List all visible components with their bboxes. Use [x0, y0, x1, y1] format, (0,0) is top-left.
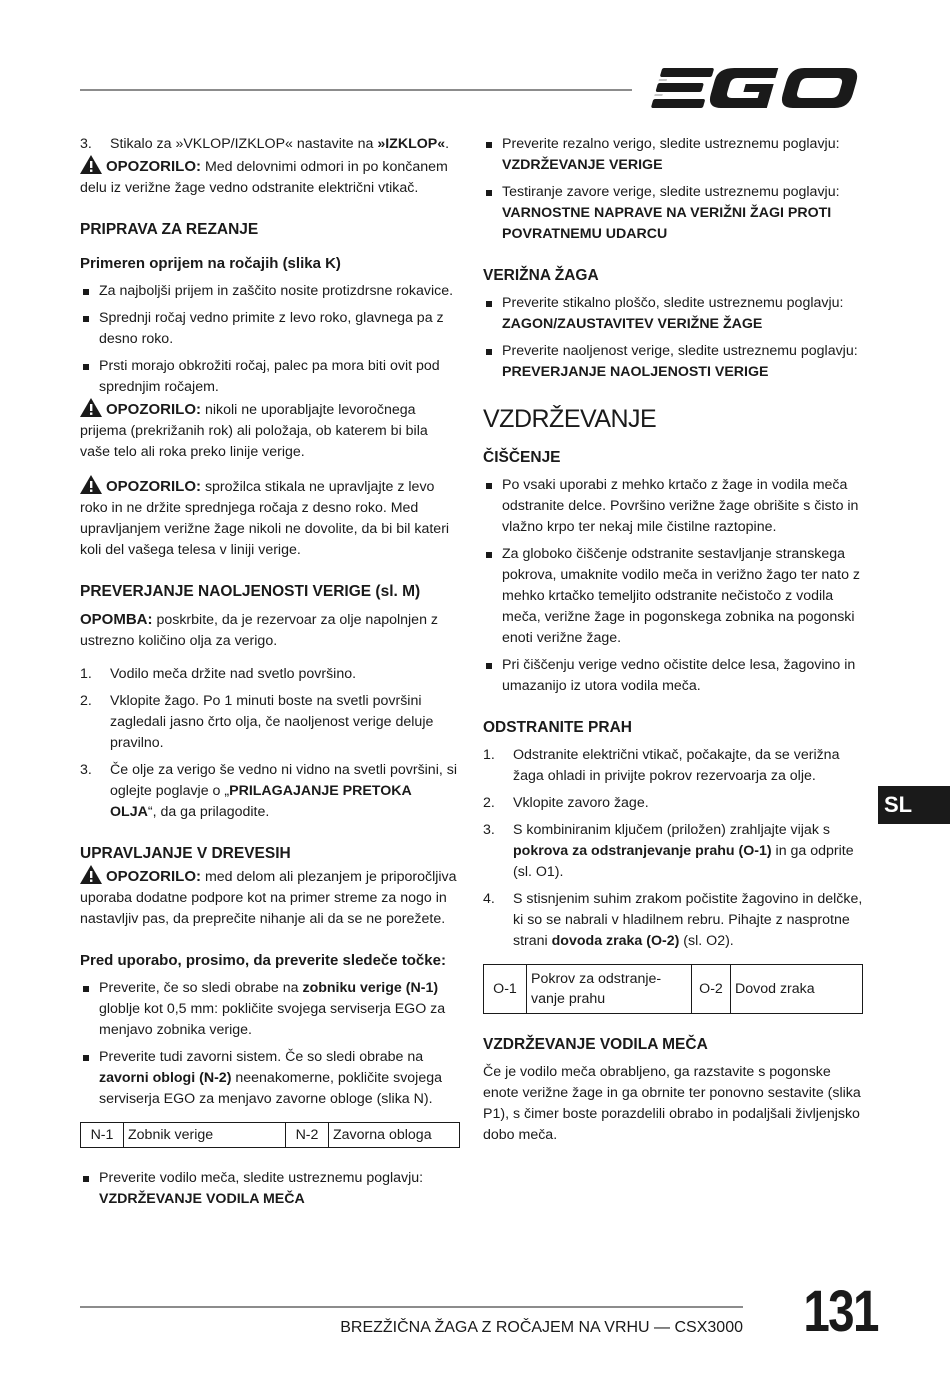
list-item: Preverite rezalno verigo, sledite ustreznemu poglavju: VZDRŽEVANJE VERIGE [483, 134, 863, 176]
warning-triangle-icon [80, 475, 102, 494]
table-cell: N-2 [286, 1123, 329, 1148]
vodilo-paragraph: Če je vodilo meča obrabljeno, ga razstavite s pogonske enote verižne žage in ga obrnite ter ponovno sestavite (slika P1), s čimer boste porazdelili obrabo in podaljšali življenjsko dobo meča. [483, 1064, 861, 1143]
heading-priprava: PRIPRAVA ZA REZANJE [80, 221, 259, 238]
list-item: Za globoko čiščenje odstranite sestavljanje stranskega pokrova, umaknite vodilo meča in verižno žago ter nato z mehko krtačko temeljito odstranite nečistočo z vodila meča, verižne žage in pogonskega zobnika na pogonski enoti verižne žage. [483, 544, 863, 649]
heading-oprijem: Primeren oprijem na ročajih (slika K) [80, 255, 341, 272]
page-number: 131 [803, 1279, 878, 1344]
list-item: Sprednji ročaj vedno primite z levo roko, glavnega pa z desno roko. [80, 308, 460, 350]
heading-veriga: VERIŽNA ŽAGA [483, 267, 599, 284]
warning-trigger: OPOZORILO: sprožilca stikala ne upravljajte z levo roko in ne držite sprednjega ročaja z desno roko. Med upravljanjem verižne žage nikoli ne dovolite, da bi bil kateri koli del vašega telesa v liniji verige. [80, 475, 460, 561]
list-item: Preverite tudi zavorni sistem. Če so sledi obrabe na zavorni oblogi (N-2) neenakomerne, pokličite svojega serviserja EGO za menjavo zavorne obloge (slika N). [80, 1047, 460, 1110]
heading-preverjanje: PREVERJANJE NAOLJENOSTI VERIGE (sl. M) [80, 583, 421, 600]
dust-step: 3. S kombiniranim ključem (priložen) zrahljajte vijak s pokrova za odstranjevanje prahu (O-1) in ga odprite (sl. O1). [483, 822, 854, 880]
footer-rule [80, 1306, 743, 1308]
heading-vzdrzevanje: VZDRŽEVANJE [483, 405, 657, 433]
oil-step: 2. Vklopite žago. Po 1 minuti boste na svetli površini zagledali jasno črto olja, če naoljenost verige deluje pravilno. [80, 693, 434, 751]
list-item: Preverite vodilo meča, sledite ustreznemu poglavju: VZDRŽEVANJE VODILA MEČA [80, 1168, 460, 1210]
list-item: Prsti morajo obkrožiti ročaj, palec pa mora biti ovit pod sprednjim ročajem. [80, 356, 460, 398]
table-row [81, 1123, 460, 1148]
warning-triangle-icon [80, 155, 102, 174]
table-cell: Dovod zraka [731, 965, 863, 1014]
table-cell: Zavorna obloga [329, 1123, 460, 1148]
note: OPOMBA: poskrbite, da je rezervoar za olje napolnjen z ustrezno količino olja za verigo. [80, 611, 439, 649]
right-column [483, 134, 863, 1146]
list-item: Preverite, če so sledi obrabe na zobniku verige (N-1) globlje kot 0,5 mm: pokličite svojega serviserja EGO za menjavo zobnika verige. [80, 978, 460, 1041]
table-row [484, 965, 863, 1014]
list-item: Testiranje zavore verige, sledite ustreznemu poglavju: VARNOSTNE NAPRAVE NA VERIŽNI ŽAGI PROTI POVRATNEMU UDARCU [483, 182, 863, 245]
language-tab: SL [878, 786, 950, 824]
switch-off-step: 3. Stikalo za »VKLOP/IZKLOP« nastavite na »IZKLOP«. [80, 134, 460, 155]
heading-prah: ODSTRANITE PRAH [483, 719, 632, 736]
header-rule [80, 89, 632, 91]
table-cell: Zobnik verige [124, 1123, 286, 1148]
table-cell: N-1 [81, 1123, 124, 1148]
warning-grip: OPOZORILO: nikoli ne uporabljajte levoročnega prijema (prekrižanih rok) ali položaja, ob katerem bi bila vaše telo ali roka preko linije verige. [80, 398, 460, 463]
footer-title: BREZŽIČNA ŽAGA Z ROČAJEM NA VRHU — CSX3000 [340, 1319, 743, 1336]
table-cell: O-1 [484, 965, 527, 1014]
left-column [80, 134, 460, 1210]
dust-step: 4. S stisnjenim suhim zrakom počistite žagovino in delčke, ki so se nabrali v hladilnem rebru. Pihajte z nasprotne strani dovoda zraka (O-2) (sl. O2). [483, 891, 863, 949]
heading-drevesih: UPRAVLJANJE V DREVESIH [80, 845, 291, 862]
parts-table-o [483, 964, 863, 1014]
dust-step: 2. Vklopite zavoro žage. [483, 795, 649, 811]
warning-triangle-icon [80, 398, 102, 417]
list-item: Preverite naoljenost verige, sledite ustreznemu poglavju: PREVERJANJE NAOLJENOSTI VERIGE [483, 341, 863, 383]
table-cell: Pokrov za odstranje-vanje prahu [527, 965, 692, 1014]
parts-table-n [80, 1122, 460, 1148]
list-item: Pri čiščenju verige vedno očistite delce lesa, žagovino in umazanijo iz utora vodila meča. [483, 655, 863, 697]
heading-vodilo: VZDRŽEVANJE VODILA MEČA [483, 1036, 708, 1053]
dust-step: 1. Odstranite električni vtikač, počakajte, da se verižna žaga ohladi in privijte pokrov rezervoarja za olje. [483, 747, 840, 784]
oil-step: 1. Vodilo meča držite nad svetlo površino. [80, 666, 357, 682]
heading-pred-uporabo: Pred uporabo, prosimo, da preverite sledeče točke: [80, 952, 446, 969]
table-cell: O-2 [692, 965, 731, 1014]
warning-trees: OPOZORILO: med delom ali plezanjem je priporočljiva uporaba dodatne podpore kot na primer streme za nogo in nastavljiv pas, da preprečite nihanje ali da se ne porežete. [80, 865, 460, 930]
heading-ciscenje: ČIŠČENJE [483, 449, 561, 466]
step-number: 3. [80, 136, 92, 152]
list-item: Preverite stikalno ploščo, sledite ustreznemu poglavju: ZAGON/ZAUSTAVITEV VERIŽNE ŽAGE [483, 293, 863, 335]
warning-triangle-icon [80, 865, 102, 884]
oil-step: 3. Če olje za verigo še vedno ni vidno na svetli površini, si oglejte poglavje o „PRILAGAJANJE PRETOKA OLJA“, da ga prilagodite. [80, 762, 457, 820]
list-item: Za najboljši prijem in zaščito nosite protizdrsne rokavice. [80, 281, 460, 302]
warning-unplug: OPOZORILO: Med delovnimi odmori in po končanem delu iz verižne žage vedno odstranite električni vtikač. [80, 155, 460, 199]
ego-logo [650, 62, 862, 114]
list-item: Po vsaki uporabi z mehko krtačo z žage in vodila meča odstranite delce. Površino verižne žage obrišite s čisto in vlažno krpo ter nekaj mile čistilne raztopine. [483, 475, 863, 538]
